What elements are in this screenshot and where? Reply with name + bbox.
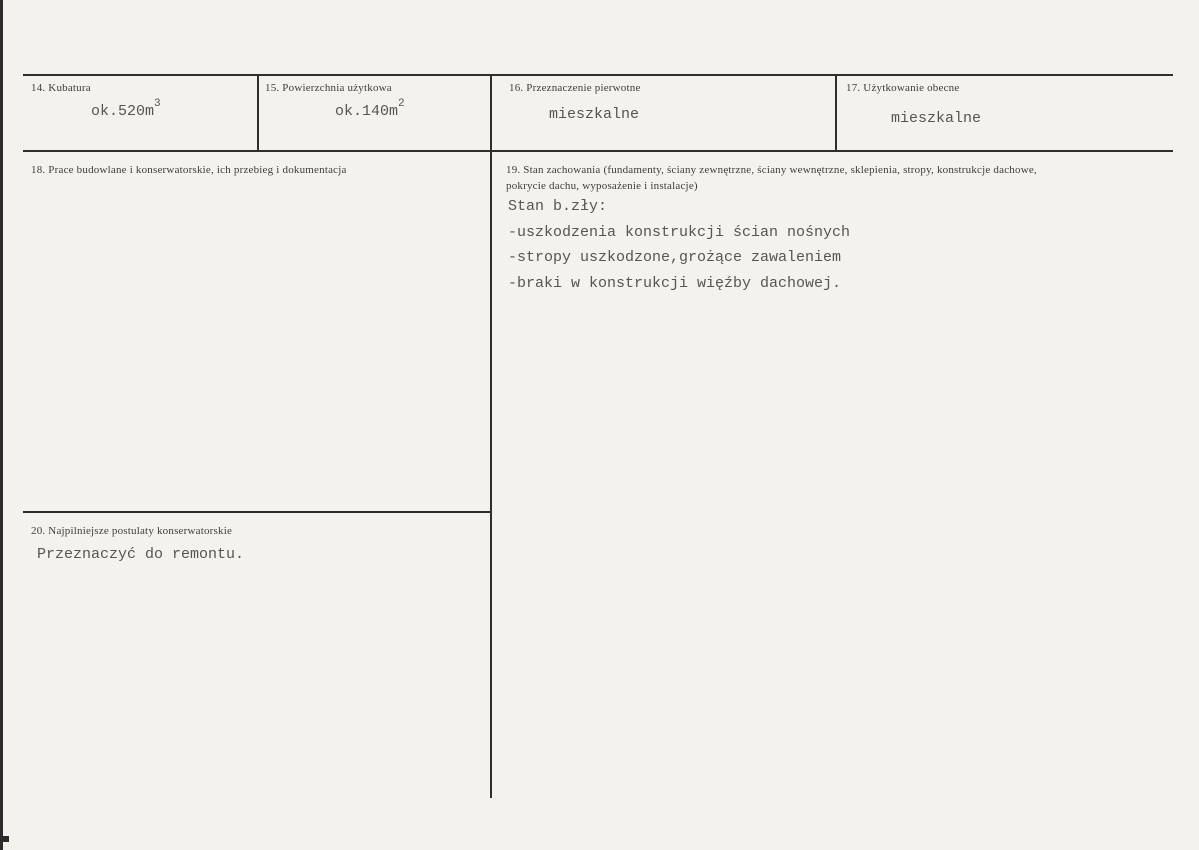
przeznaczenie-label: 16. Przeznaczenie pierwotne — [509, 82, 641, 94]
top-rule — [23, 74, 1173, 76]
row-divider — [23, 150, 1173, 152]
stan-line: -uszkodzenia konstrukcji ścian nośnych — [508, 223, 851, 241]
left-section-divider — [23, 511, 490, 513]
edge-mark — [3, 836, 9, 842]
powierzchnia-value: $ok.140m^2$ — [335, 98, 405, 120]
stan-line: Stan b.zły: — [508, 198, 608, 215]
przeznaczenie-value: mieszkalne — [549, 106, 640, 123]
uzytkowanie-value: mieszkalne — [891, 110, 982, 127]
powierzchnia-label: 15. Powierzchnia użytkowa — [265, 82, 392, 94]
kubatura-exponent: 3 — [154, 98, 161, 110]
prace-label: 18. Prace budowlane i konserwatorskie, ich przebieg i dokumentacja — [31, 164, 347, 176]
uzytkowanie-label: 17. Użytkowanie obecne — [846, 82, 960, 94]
kubatura-label: 14. Kubatura — [31, 82, 91, 94]
stan-line: -stropy uszkodzone,grożące zawaleniem — [508, 249, 842, 266]
kubatura-value: $ok.520m^3$ — [91, 98, 161, 120]
col-divider-1 — [257, 74, 259, 151]
powierzchnia-exponent: 2 — [398, 98, 405, 110]
stan-line: -braki w konstrukcji więźby dachowej. — [508, 274, 842, 292]
col-divider-3 — [835, 74, 837, 151]
postulaty-label: 20. Najpilniejsze postulaty konserwatorskie — [31, 525, 233, 537]
postulaty-value: Przeznaczyć do remontu. — [37, 546, 245, 563]
col-divider-2 — [490, 74, 492, 798]
stan-label: 19. Stan zachowania (fundamenty, ściany zewnętrzne, ściany wewnętrzne, sklepienia, stropy, konstrukcje dachowe, pokrycie dachu, wyposażenie i instalacje) — [506, 164, 1037, 192]
stan-notes — [508, 194, 850, 296]
